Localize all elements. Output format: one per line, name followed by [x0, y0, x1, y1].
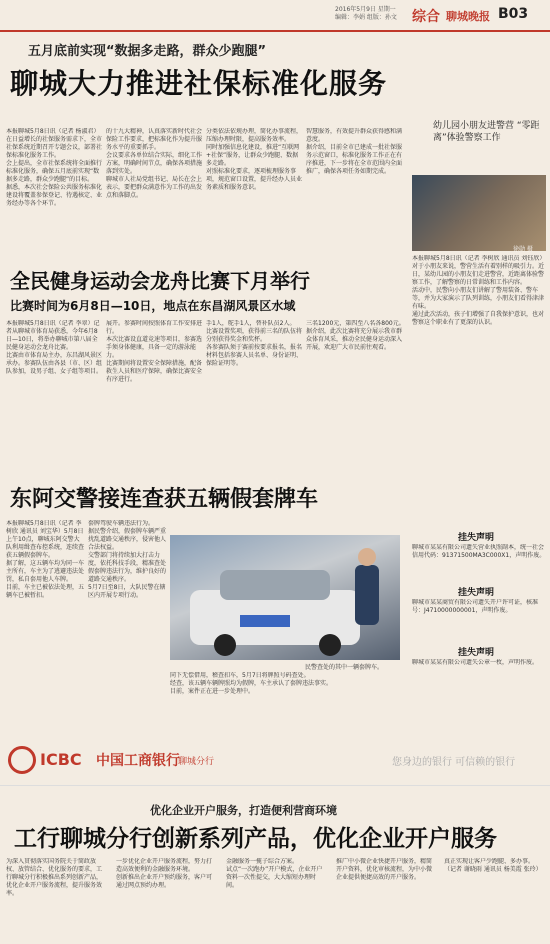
photo-caption: 民警查处的其中一辆套牌车。 — [305, 664, 384, 671]
story4-column-1: 为深入贯彻落实国务院关于简政放权、放管结合、优化服务的要求，工行聊城分行积极推出系列创新产品，优化企业开户服务流程，提升服务效率。 — [6, 858, 103, 897]
sidebar-title: 幼儿园小朋友进警营 “零距离”体验警察工作 — [433, 121, 540, 143]
story1-kicker: 五月底前实现“数据多走路，群众少跑腿” — [28, 44, 267, 59]
story4-column-5: 真正实现让客户少跑腿、多办事。 （记者 谢晓雨 通讯员 杨美霞 张玲） — [444, 858, 542, 873]
story4-column-2: 一步优化企业开户服务流程，努力打造高效便利的金融服务环境。 创新推出企业开户预约服务，客户可通过网点预约办理。 — [116, 858, 213, 889]
story2-column-4: 三名1200元，第四至八名各800元。 据介绍，此次比赛将充分展示我市群众体育风采，推动全民健身运动深入开展，欢迎广大市民前往观看。 — [306, 320, 405, 351]
sidebar-body: 本报聊城5月8日讯（记者 李树欣 通讯员 刘钰欣）对于小朋友来说，警营生活有着别样的吸引力。近日，某幼儿园的小朋友们走进警营，近距离体验警察工作，了解警察的日常训练和工作内容。 活动中，民警向小朋友们讲解了警用装备、警车等，并为大家演示了队列训练，小朋友们看得津津有味。 通过此次活动，孩子们增强了自我保护意识，也对警察这个职业有了更深的认识。 — [412, 255, 546, 326]
story2-subhead: 比赛时间为6月8日—10日，地点在东昌湖风景区水域 — [10, 299, 296, 313]
notice-1-title: 挂失声明 — [458, 533, 495, 543]
notice-3-body: 聊城市某某有限公司遗失公章一枚，声明作废。 — [412, 659, 539, 666]
story1-column-3: 分类依法依规办理，简化办事流程，压缩办理时限，提高服务效率。 同时加强信息化建设，推进“互联网+社保”服务，让群众少跑腿、数据多走路。 对照标准化要求，逐项梳理服务事项，规范窗口设置，提升经办人员业务素质和服务意识。 — [206, 128, 302, 191]
police-car-photo — [170, 535, 400, 660]
header-rule — [0, 30, 550, 32]
page-header — [0, 0, 550, 30]
header-editors: 编辑：李娟 组版：孙文 — [335, 14, 397, 21]
sidebar-photo — [412, 175, 546, 251]
bank-logo-text: ICBC — [40, 750, 82, 769]
police-scene-illustration — [170, 535, 400, 660]
bank-slogan: 您身边的银行 可信赖的银行 — [392, 757, 516, 768]
notice-3-title: 挂失声明 — [458, 648, 495, 658]
header-date: 2016年5月9日 星期一 — [335, 6, 396, 13]
story4-headline: 工行聊城分行创新系列产品，优化企业开户服务 — [14, 826, 497, 852]
story2-column-3: 手1人，舵手1人，替补队员2人。 比赛设置奖项，获得前三名的队伍将分别获得奖金和奖杯。 各参赛队须于赛前按要求报名，报名材料包括参赛人员名单、身份证明、保险证明等。 — [206, 320, 302, 367]
story1-headline: 聊城大力推进社保标准化服务 — [10, 67, 388, 100]
icbc-logo-icon — [8, 746, 36, 774]
header-page-number: B03 — [498, 6, 529, 22]
story4-column-3: 金融服务一揽子综合方案。 试点“一次跑办”开户模式，企业开户资料一次性提交，大大缩短办理时间。 — [226, 858, 323, 889]
bank-name: 中国工商银行 — [96, 753, 180, 769]
story3-column-3: 同下无偿借用，稽查扣车，5月7日将牌照号码查处。 经查，该五辆车辆牌照均为假牌，车主承认了套牌违法事实。 目前，案件正在进一步处理中。 — [170, 672, 333, 695]
story2-headline: 全民健身运动会龙舟比赛下月举行 — [10, 269, 310, 293]
notice-2-body: 聊城市某某商贸有限公司遗失开户许可证，核准号：J4710000000001，声明作废。 — [412, 599, 539, 614]
notice-2-title: 挂失声明 — [458, 588, 495, 598]
header-paper-name: 聊城晚报 — [446, 10, 490, 23]
story2-column-1: 本报聊城5月8日讯（记者 李翠）记者从聊城市体育局获悉，今年6月8日—10日，将举办聊城市第八届全民健身运动会龙舟比赛。 比赛由市体育局主办，东昌湖风景区承办。参赛队伍由各县（市、区）组队参加，设男子组、女子组等项目。 — [6, 320, 102, 375]
notice-1-body: 聊城市某某有限公司遗失营业执照副本，统一社会信用代码：91371500MA3C000X1，声明作废。 — [412, 544, 546, 559]
story1-column-4: 智慧服务，有效提升群众获得感和满意度。 据介绍，目前全市已建成一批社保服务示范窗口，标准化服务工作正在有序推进，下一步将在全市范围内全面推广，确保各项任务如期完成。 — [306, 128, 403, 175]
story4-kicker: 优化企业开户服务，打造便利营商环境 — [150, 804, 337, 817]
header-section: 综合 — [412, 9, 440, 25]
story1-column-2: 的十九大精神，认真落实新时代社会保险工作要求，把标准化作为提升服务水平的重要抓手。 会议要求各单位结合实际，细化工作方案，明确时间节点，确保各项措施落到实处。 聊城市人社局党组书记、局长在会上表示，要把群众满意作为工作的出发点和落脚点。 — [106, 128, 202, 199]
story3-column-2: 套牌驾驶车辆违法行为。 据民警介绍，假套牌车辆严重扰乱道路交通秩序，侵害他人合法权益。 交警部门将持续加大打击力度，依托科技手段，精准查处假套牌违法行为，维护良好的道路交通秩序。 5月7日至8日，大队民警在辖区内开展专项行动。 — [88, 520, 166, 599]
sidebar-photo-caption: 徐勋 摄 — [513, 246, 533, 253]
band-divider — [0, 785, 550, 786]
bank-branch: 聊城分行 — [178, 757, 215, 767]
story2-column-2: 展开。参赛时间按照体育工作安排进行。 本次比赛设直道竞速等项目，参赛选手须身体健康，具备一定的游泳能力。 比赛期间将设置安全保障措施，配备救生人员和医疗保障，确保比赛安全有序进行。 — [106, 320, 202, 383]
story3-column-1: 本报聊城5月8日讯（记者 李树欣 通讯员 刘宝华）5月8日上午10点，聊城东阿交警大队利用缉查布控系统，连续查获五辆假套牌车。 据了解，这五辆车均为同一车主所有，车主为了逃避违法处罚，私自套用他人车牌。 目前，车主已被依法处理，五辆车已被暂扣。 — [6, 520, 84, 599]
story3-headline: 东阿交警接连查获五辆假套牌车 — [10, 487, 319, 512]
story4-column-4: 推广中小微企业快捷开户服务，精简开户资料，优化审核流程，为中小微企业提供便捷高效的开户服务。 — [336, 858, 433, 881]
story1-column-1: 本报聊城5月8日讯（记者 杨淑君）在日益增长的社保服务需求下，全市社保系统近期召开专题会议，部署社保标准化服务工作。 会上提出，全市社保系统将全面推行标准化服务，确保五月底前实现“数据多走路，群众少跑腿”的目标。 据悉，本次社会保险公共服务标准化建设将覆盖参保登记、待遇核定、业务经办等各个环节。 — [6, 128, 102, 207]
